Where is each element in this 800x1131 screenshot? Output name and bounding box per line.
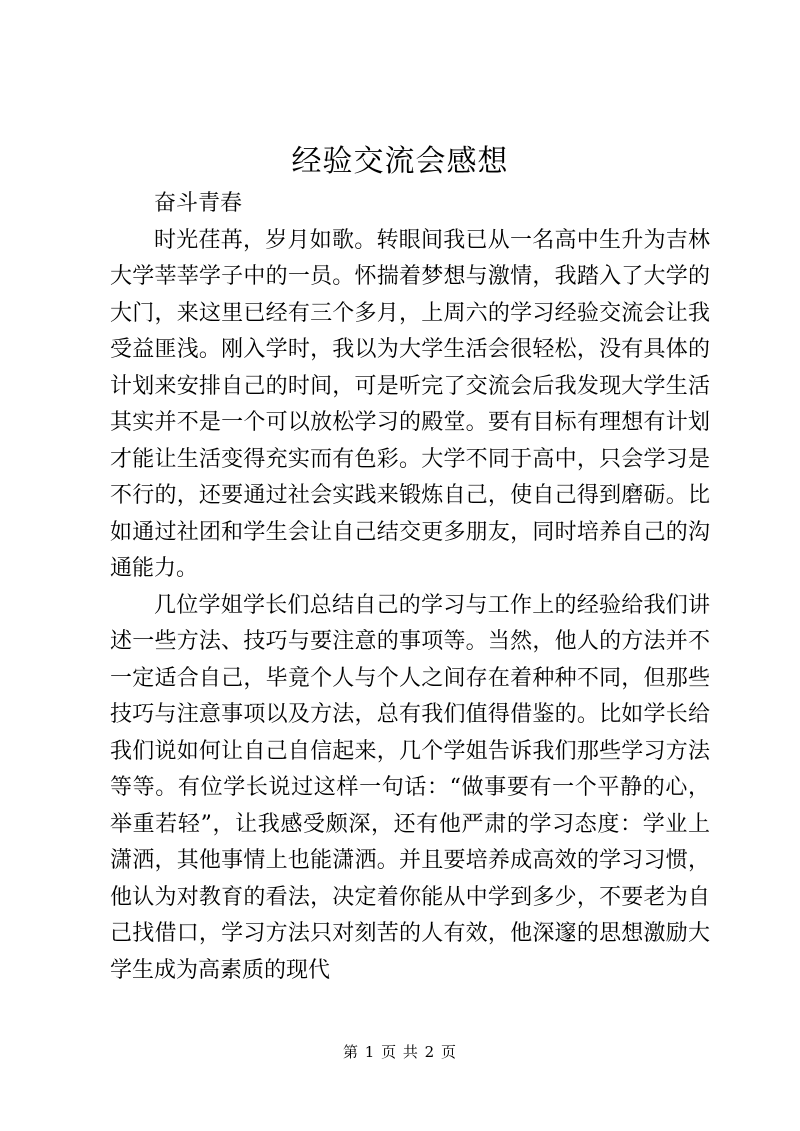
paragraph-1: 时光荏苒，岁月如歌。转眼间我已从一名高中生升为吉林大学莘莘学子中的一员。怀揣着梦想与激情，我踏入了大学的大门，来这里已经有三个多月，上周六的学习经验交流会让我受益匪浅。刚入学时，我以为大学生活会很轻松，没有具体的计划来安排自己的时间，可是听完了交流会后我发现大学生活其实并不是一个可以放松学习的殿堂。要有目标有理想有计划才能让生活变得充实而有色彩。大学不同于高中，只会学习是不行的，还要通过社会实践来锻炼自己，使自己得到磨砺。比如通过社团和学生会让自己结交更多朋友，同时培养自己的沟通能力。 bbox=[110, 227, 710, 581]
paragraph-subtitle: 奋斗青春 bbox=[154, 191, 243, 216]
page-footer: 第 1 页 共 2 页 bbox=[343, 1043, 457, 1061]
document-title: 经验交流会感想 bbox=[291, 144, 509, 179]
paragraph-2: 几位学姐学长们总结自己的学习与工作上的经验给我们讲述一些方法、技巧与要注意的事项等。当然，他人的方法并不一定适合自己，毕竟个人与个人之间存在着种种不同，但那些技巧与注意事项以及方法，总有我们值得借鉴的。比如学长给我们说如何让自己自信起来，几个学姐告诉我们那些学习方法等等。有位学长说过这样一句话：“做事要有一个平静的心，举重若轻”，让我感受颇深，还有他严肃的学习态度：学业上潇洒，其他事情上也能潇洒。并且要培养成高效的学习习惯，他认为对教育的看法，决定着你能从中学到多少，不要老为自己找借口，学习方法只对刻苦的人有效，他深邃的思想激励大学生成为高素质的现代 bbox=[110, 592, 710, 983]
document-body bbox=[110, 186, 710, 989]
